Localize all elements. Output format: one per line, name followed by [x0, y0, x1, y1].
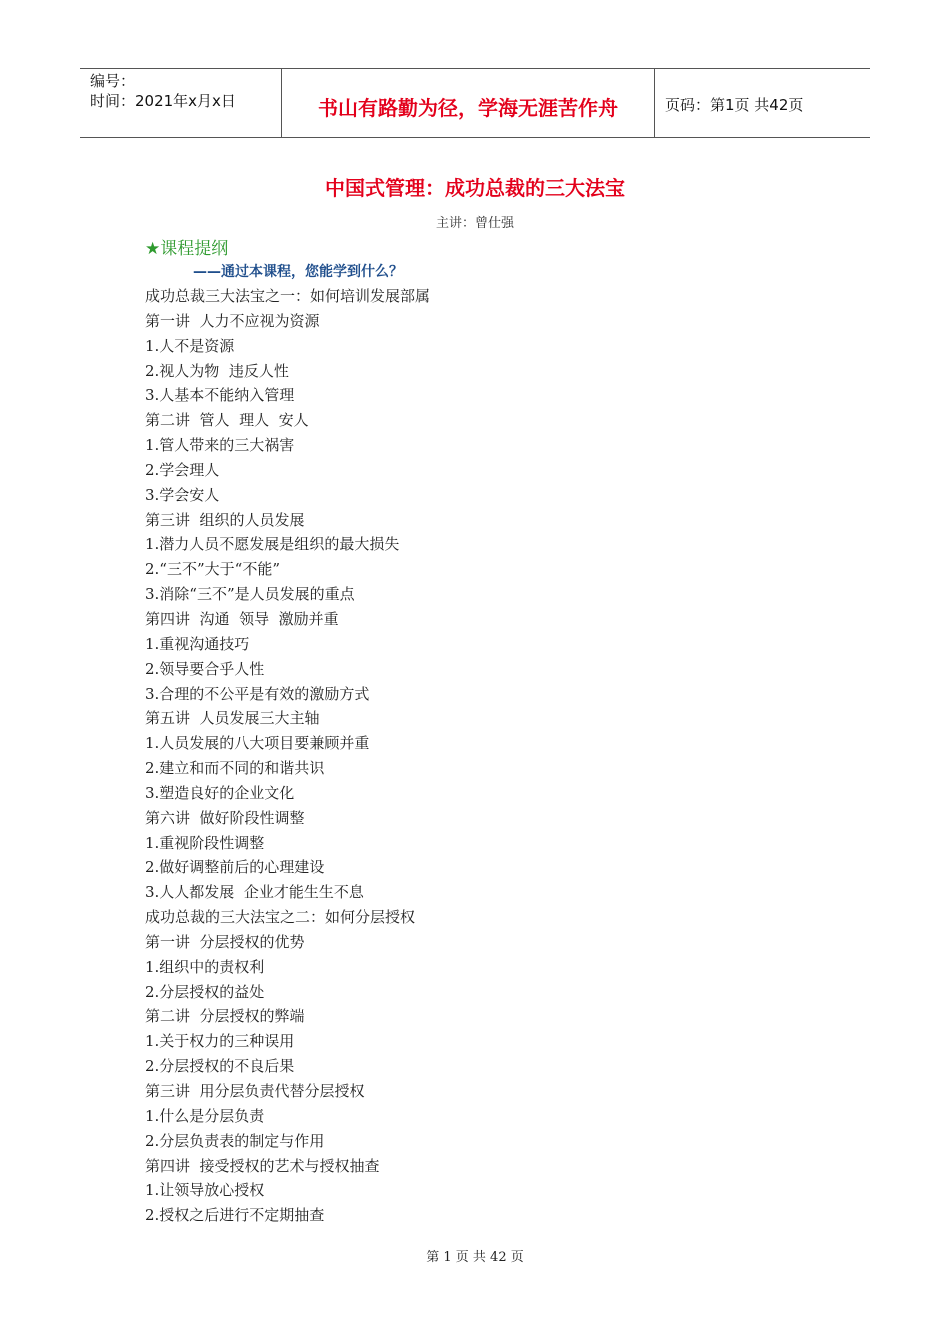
outline-line: 2.学会理人 — [145, 460, 220, 479]
outline-line: 成功总裁的三大法宝之二：如何分层授权 — [145, 908, 416, 927]
outline-line: 2.视人为物 违反人性 — [145, 361, 289, 380]
outline-list — [145, 284, 430, 1228]
outline-line: 2.授权之后进行不定期抽查 — [145, 1206, 325, 1225]
document-title: 中国式管理：成功总裁的三大法宝 — [325, 176, 625, 200]
outline-line: 第四讲 沟通 领导 激励并重 — [145, 609, 339, 628]
outline-line: 2.分层授权的益处 — [145, 982, 265, 1001]
outline-line: 第一讲 人力不应视为资源 — [145, 311, 320, 330]
outline-line: 1.人员发展的八大项目要兼顾并重 — [145, 734, 370, 753]
outline-line: 第三讲 组织的人员发展 — [145, 510, 305, 529]
outline-line: 第六讲 做好阶段性调整 — [145, 808, 305, 827]
outline-line: 3.合理的不公平是有效的激励方式 — [145, 684, 370, 703]
outline-line: 1.组织中的责权利 — [145, 957, 265, 976]
outline-line: 1.管人带来的三大祸害 — [145, 436, 295, 455]
page-footer: 第 1 页 共 42 页 — [426, 1250, 524, 1265]
outline-line: 1.重视阶段性调整 — [145, 833, 265, 852]
header-meta-cell — [80, 69, 282, 137]
outline-line: 2.分层负责表的制定与作用 — [145, 1131, 325, 1150]
outline-line: 2.做好调整前后的心理建设 — [145, 858, 325, 877]
outline-line: 2.分层授权的不良后果 — [145, 1057, 295, 1076]
outline-line: 成功总裁三大法宝之一：如何培训发展部属 — [145, 287, 431, 305]
outline-line: 3.塑造良好的企业文化 — [145, 783, 295, 802]
outline-line: 第三讲 用分层负责代替分层授权 — [145, 1082, 365, 1100]
outline-line: 1.人不是资源 — [145, 336, 235, 355]
outline-line: 第五讲 人员发展三大主轴 — [145, 709, 320, 728]
outline-line: 1.让领导放心授权 — [145, 1181, 265, 1200]
header-page-info: 页码：第1页 共42页 — [665, 95, 804, 114]
outline-line: 3.学会安人 — [145, 485, 220, 504]
outline-line: 1.重视沟通技巧 — [145, 634, 250, 653]
outline-line: 1.关于权力的三种误用 — [145, 1032, 295, 1051]
outline-line: 2.“三不”大于“不能” — [145, 560, 280, 579]
outline-line: 第四讲 接受授权的艺术与授权抽查 — [145, 1156, 380, 1175]
outline-line: 3.消除“三不”是人员发展的重点 — [145, 585, 355, 604]
speaker-line: 主讲：曾仕强 — [435, 216, 514, 231]
outline-line: 第一讲 分层授权的优势 — [145, 932, 305, 951]
course-outline-subheading: ——通过本课程，您能学到什么？ — [193, 264, 403, 280]
outline-line: 1.什么是分层负责 — [145, 1106, 265, 1125]
header-motto: 书山有路勤为径，学海无涯苦作舟 — [282, 69, 655, 137]
outline-line: 3.人人都发展 企业才能生生不息 — [145, 883, 364, 902]
document-header — [80, 68, 870, 138]
course-outline-heading: ★课程提纲 — [145, 239, 229, 259]
outline-line: 2.领导要合乎人性 — [145, 659, 265, 678]
outline-line: 1.潜力人员不愿发展是组织的最大损失 — [145, 535, 400, 554]
outline-line: 第二讲 管人 理人 安人 — [145, 411, 309, 430]
outline-line: 第二讲 分层授权的弊端 — [145, 1007, 305, 1026]
document-time-label: 时间：2021年x月x日 — [90, 92, 236, 110]
outline-line: 3.人基本不能纳入管理 — [145, 386, 295, 405]
document-number-label: 编号： — [90, 72, 136, 90]
outline-line: 2.建立和而不同的和谐共识 — [145, 759, 325, 778]
